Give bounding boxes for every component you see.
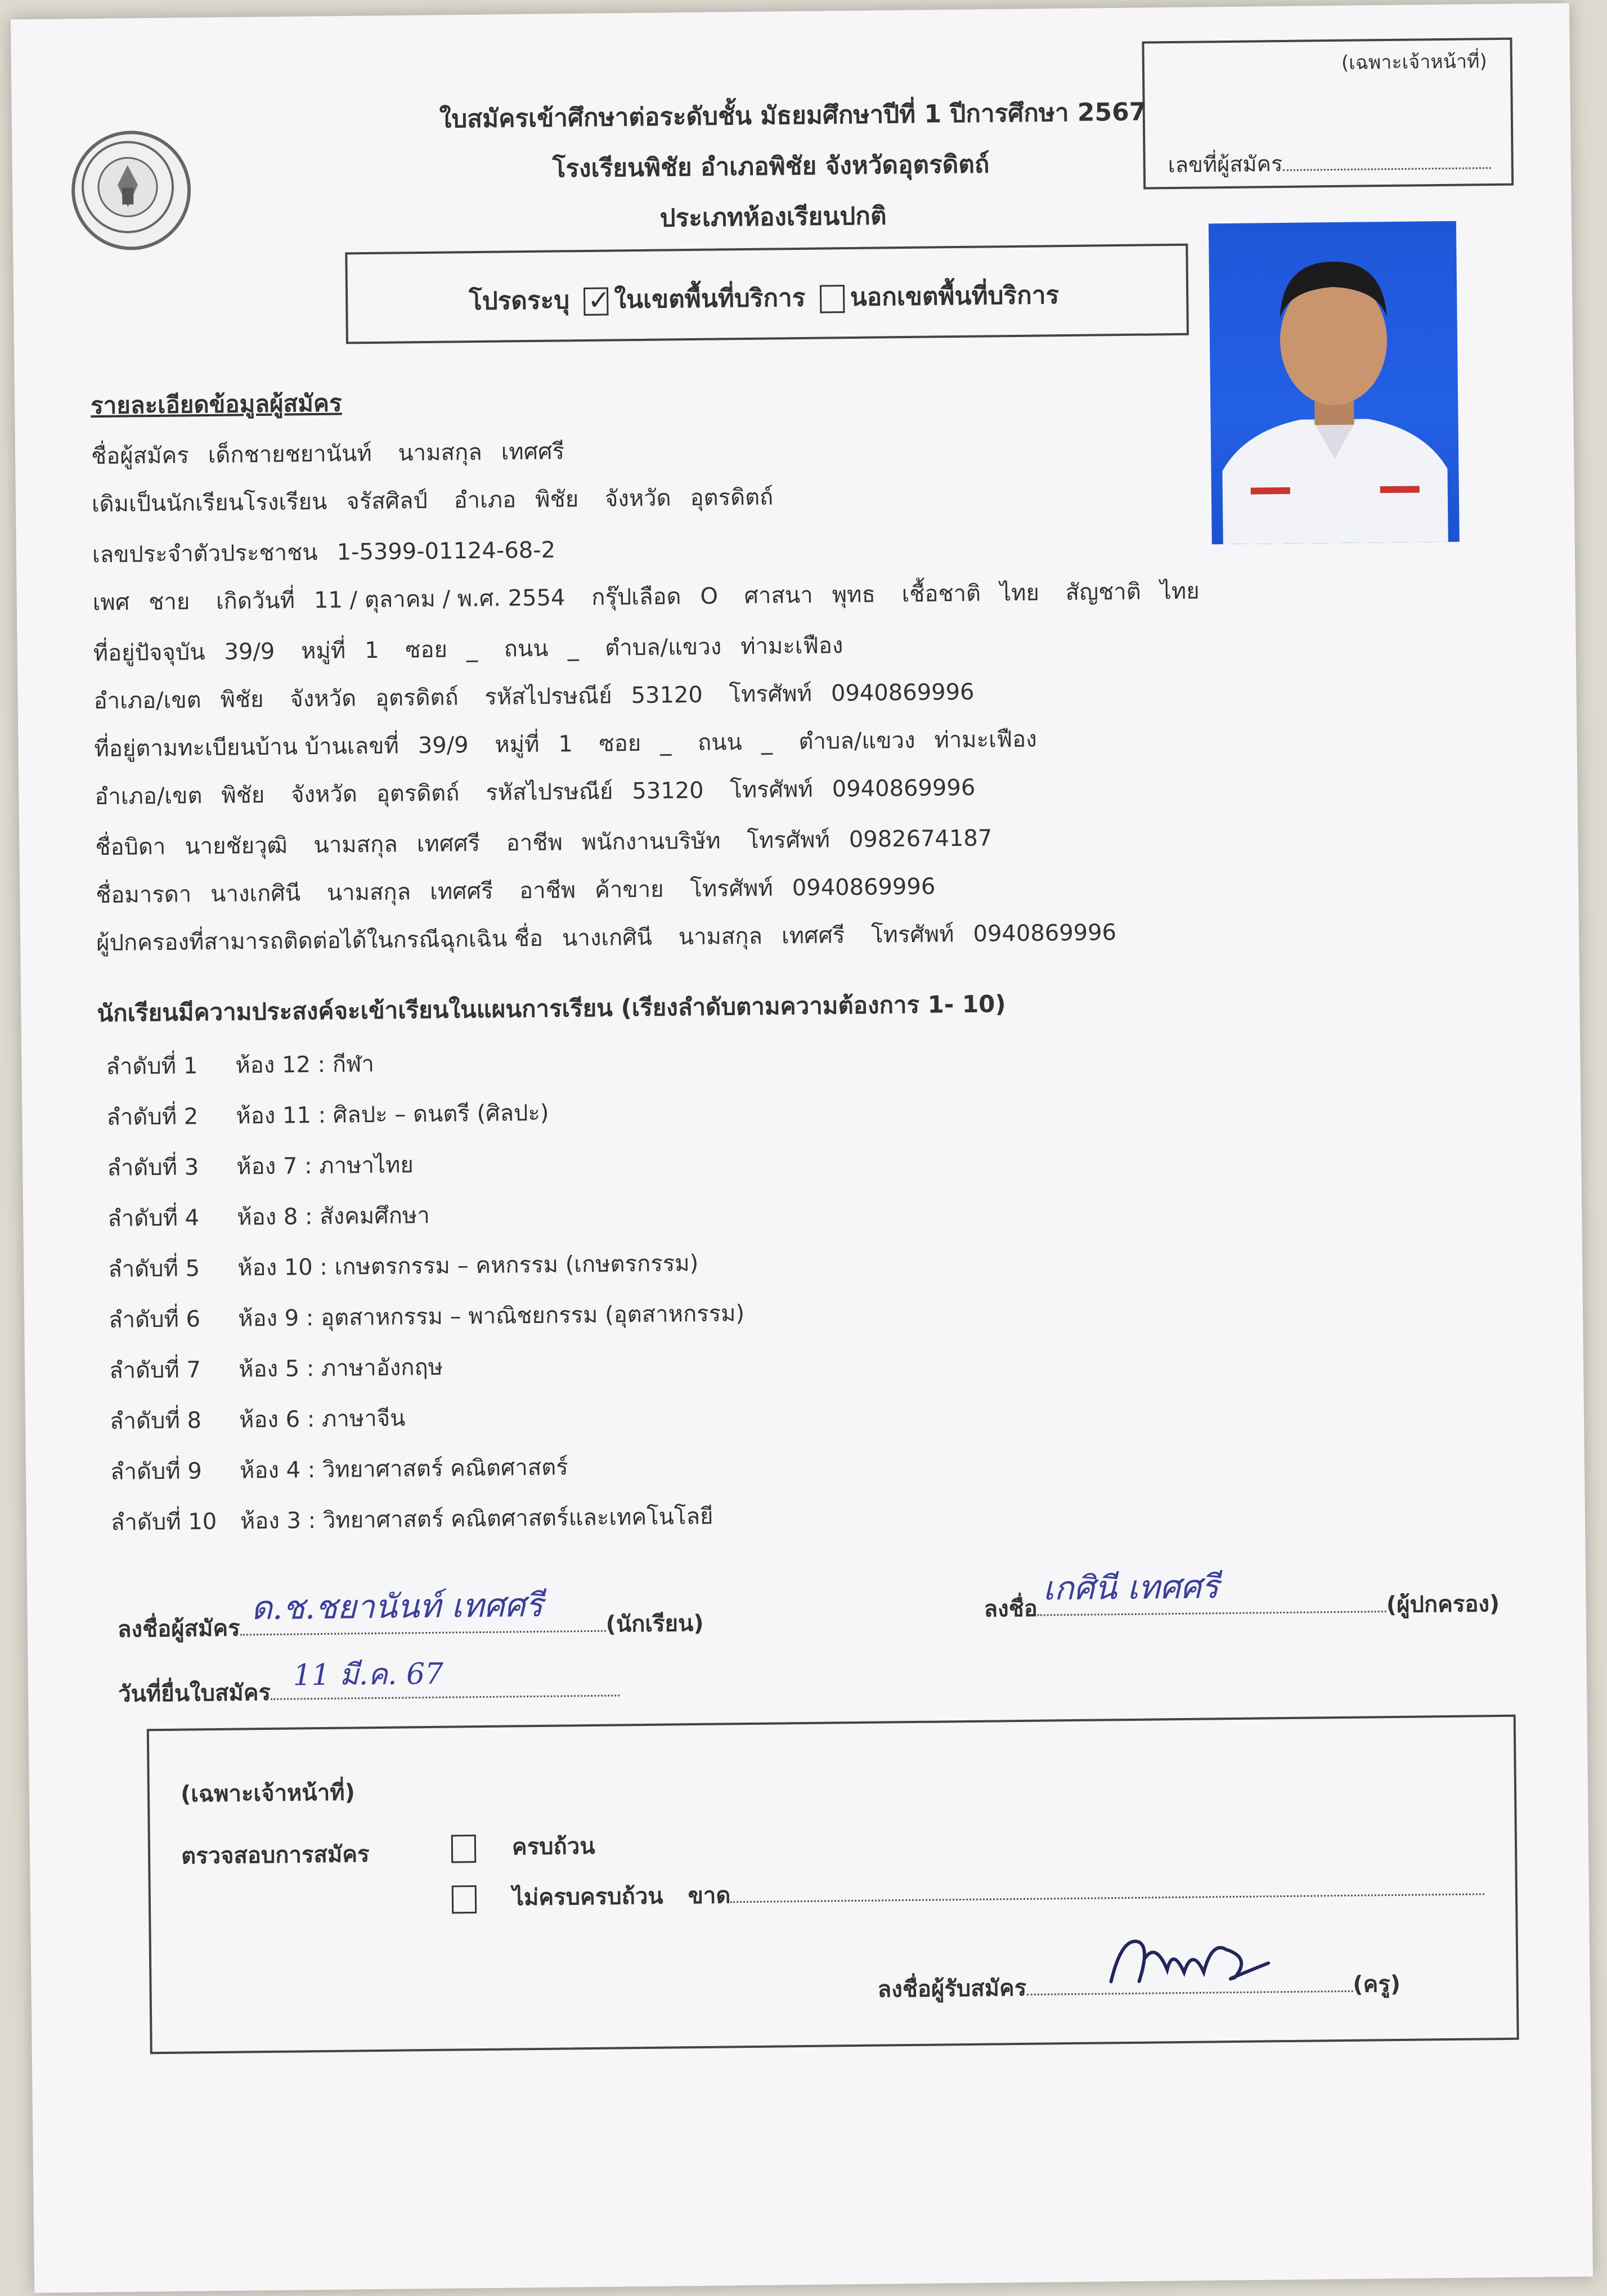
plan-list <box>106 1042 747 1555</box>
submission-date-row: วันที่ยื่นใบสมัคร 11 มี.ค. 67 <box>118 1670 620 1711</box>
guardian-signature-row: ลงชื่อ เกศินี เทศศรี (ผู้ปกครอง) <box>984 1585 1500 1627</box>
service-area-row <box>469 275 1060 321</box>
complete-checkbox[interactable] <box>451 1835 477 1863</box>
row-personal: เพศ ชาย เกิดวันที่ 11 / ตุลาคม / พ.ศ. 2554 กรุ๊ปเลือด O ศาสนา พุทธ เชื้อชาติ ไทย สัญชาติ ไทย <box>92 578 1200 616</box>
row-name: ชื่อผู้สมัคร เด็กชายชยานันท์ นามสกุล เทศศรี <box>91 438 565 470</box>
form-title-line1: ใบสมัครเข้าศึกษาต่อระดับชั้น มัธยมศึกษาปีที่ 1 ปีการศึกษา 2567 <box>439 97 1147 134</box>
check-mark-icon: ✓ <box>587 284 611 316</box>
plan-item: ลำดับที่ 7 ห้อง 5 : ภาษาอังกฤษ <box>109 1354 443 1384</box>
plan-item: ลำดับที่ 10 ห้อง 3 : วิทยาศาสตร์ คณิตศาสตร์และเทคโนโลยี <box>110 1503 713 1536</box>
applicant-signature-row: ลงชื่อผู้สมัคร ด.ช.ชยานันท์ เทศศรี (นักเรียน) <box>118 1605 704 1647</box>
in-area-checkbox[interactable] <box>583 284 611 316</box>
complete-option: ครบถ้วน <box>446 1828 595 1866</box>
incomplete-checkbox[interactable] <box>452 1885 477 1913</box>
section-title: รายละเอียดข้อมูลผู้สมัคร <box>90 389 342 420</box>
school-emblem-icon <box>74 133 188 247</box>
applicant-photo <box>1209 221 1460 545</box>
official-use-box <box>1142 38 1514 190</box>
applicant-signature: ด.ช.ชยานันท์ เทศศรี <box>250 1585 544 1627</box>
plan-item: ลำดับที่ 9 ห้อง 4 : วิทยาศาสตร์ คณิตศาสตร์ <box>110 1454 568 1485</box>
row-registered-district: อำเภอ/เขต พิชัย จังหวัด อุตรดิตถ์ รหัสไปรษณีย์ 53120 โทรศัพท์ 0940869996 <box>95 774 976 810</box>
row-mother: ชื่อมารดา นางเกศินี นามสกุล เทศศรี อาชีพ ค้าขาย โทรศัพท์ 0940869996 <box>95 873 936 909</box>
official-use-title: (เฉพาะเจ้าหน้าที่) <box>1341 50 1487 74</box>
in-area-label: ในเขตพื้นที่บริการ <box>614 283 806 315</box>
row-current-address: ที่อยู่ปัจจุบัน 39/9 หมู่ที่ 1 ซอย _ ถนน _ ตำบล/แขวง ท่ามะเฟือง <box>93 633 843 667</box>
row-father: ชื่อบิดา นายชัยวุฒิ นามสกุล เทศศรี อาชีพ พนักงานบริษัท โทรศัพท์ 0982674187 <box>95 825 993 861</box>
row-current-district: อำเภอ/เขต พิชัย จังหวัด อุตรดิตถ์ รหัสไปรษณีย์ 53120 โทรศัพท์ 0940869996 <box>93 679 975 715</box>
service-area-box <box>345 244 1189 344</box>
plan-item: ลำดับที่ 4 ห้อง 8 : สังคมศึกษา <box>107 1202 430 1232</box>
student-portrait-icon <box>1209 221 1460 545</box>
receiver-signature-row: ลงชื่อผู้รับสมัคร (ครู) <box>877 1966 1400 2007</box>
plan-item: ลำดับที่ 1 ห้อง 12 : กีฬา <box>106 1051 375 1080</box>
out-area-label: นอกเขตพื้นที่บริการ <box>850 281 1060 312</box>
office-use-box <box>147 1715 1519 2054</box>
applicant-number-label: เลขที่ผู้สมัคร <box>1168 144 1491 182</box>
plan-item: ลำดับที่ 2 ห้อง 11 : ศิลปะ – ดนตรี (ศิลปะ) <box>106 1100 549 1131</box>
office-use-title: (เฉพาะเจ้าหน้าที่) <box>180 1779 356 1808</box>
study-plan-title: นักเรียนมีความประสงค์จะเข้าเรียนในแผนการเรียน (เรียงลำดับตามความต้องการ 1- 10) <box>97 990 1006 1028</box>
plan-item: ลำดับที่ 5 ห้อง 10 : เกษตรกรรม – คหกรรม (เกษตรกรรม) <box>107 1250 699 1282</box>
submission-date: 11 มี.ค. 67 <box>293 1657 444 1693</box>
row-citizen-id: เลขประจำตัวประชาชน 1-5399-01124-68-2 <box>92 537 556 568</box>
school-logo <box>71 130 191 250</box>
row-emergency-guardian: ผู้ปกครองที่สามารถติดต่อได้ในกรณีฉุกเฉิน ชื่อ นางเกศินี นามสกุล เทศศรี โทรศัพท์ 0940869996 <box>96 920 1117 957</box>
plan-item: ลำดับที่ 3 ห้อง 7 : ภาษาไทย <box>107 1152 414 1181</box>
form-title-line2: โรงเรียนพิชัย อำเภอพิชัย จังหวัดอุตรดิตถ์ <box>552 150 990 183</box>
plan-item: ลำดับที่ 6 ห้อง 9 : อุตสาหกรรม – พาณิชยกรรม (อุตสาหกรรม) <box>108 1301 745 1333</box>
row-school: เดิมเป็นนักเรียนโรงเรียน จรัสศิลป์ อำเภอ พิชัย จังหวัด อุตรดิตถ์ <box>91 484 774 518</box>
service-area-prefix: โปรดระบุ <box>468 286 570 316</box>
guardian-signature: เกศินี เทศศรี <box>1043 1567 1219 1608</box>
application-form <box>11 3 1593 2293</box>
row-registered-address: ที่อยู่ตามทะเบียนบ้าน บ้านเลขที่ 39/9 หมู่ที่ 1 ซอย _ ถนน _ ตำบล/แขวง ท่ามะเฟือง <box>94 726 1037 763</box>
receiver-signature-icon <box>1105 1923 1291 1993</box>
form-title-line3: ประเภทห้องเรียนปกติ <box>659 201 887 233</box>
out-area-checkbox[interactable] <box>819 285 845 313</box>
incomplete-option: ไม่ครบครบถ้วน ขาด <box>446 1869 1485 1916</box>
plan-item: ลำดับที่ 8 ห้อง 6 : ภาษาจีน <box>109 1405 406 1434</box>
application-check-label: ตรวจสอบการสมัคร <box>181 1841 370 1869</box>
